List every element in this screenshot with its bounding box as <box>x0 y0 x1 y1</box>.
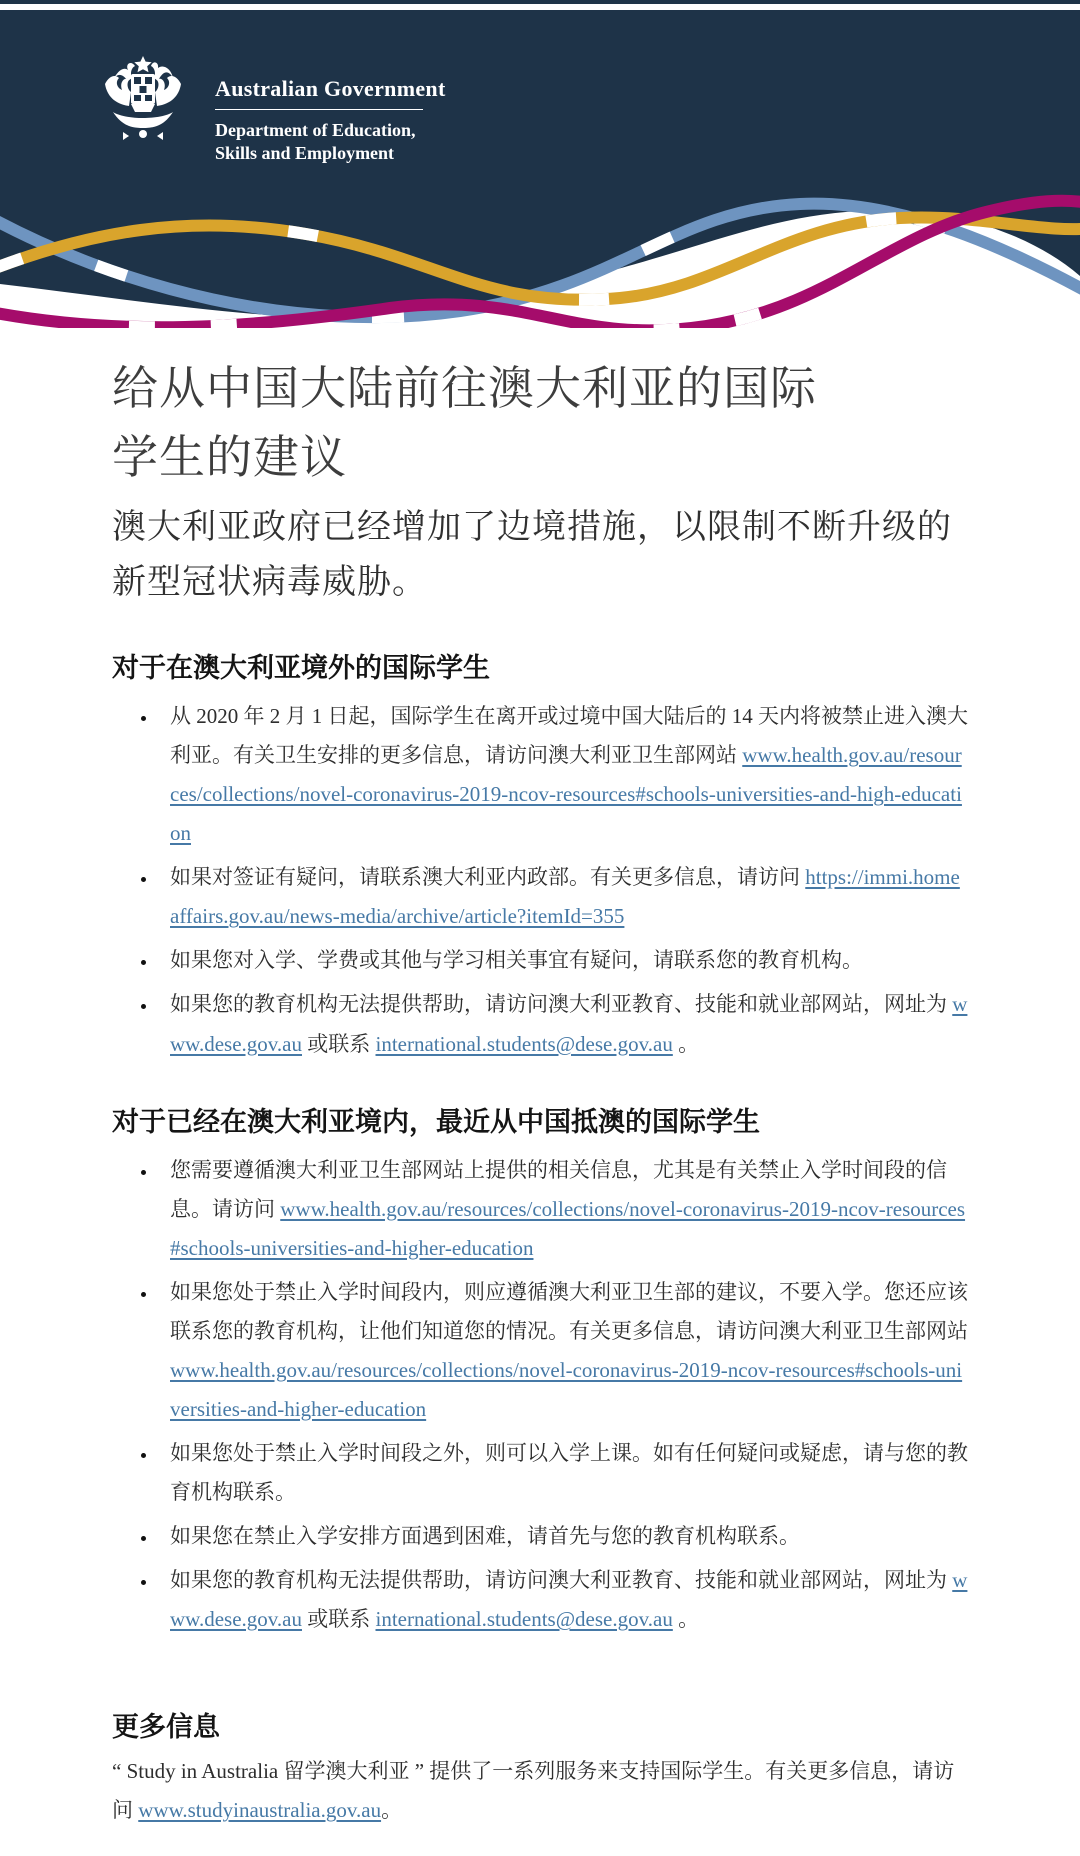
page-title <box>112 354 968 492</box>
page-title-line1: 给从中国大陆前往澳大利亚的国际 <box>112 363 817 414</box>
more-info-heading: 更多信息 <box>112 1712 220 1743</box>
sections <box>112 646 968 1639</box>
text-run: 。 <box>672 1031 700 1056</box>
hyperlink[interactable]: www.health.gov.au/resources/collections/novel-coronavirus-2019-ncov-resources#schools-universities-and-high-education <box>170 743 962 846</box>
hyperlink[interactable]: international.students@dese.gov.au <box>375 1607 673 1632</box>
hyperlink[interactable]: www.health.gov.au/resources/collections/novel-coronavirus-2019-ncov-resources#schools-universities-and-higher-education <box>170 1357 963 1421</box>
section-heading: 对于在澳大利亚境外的国际学生 <box>112 653 490 684</box>
government-title: Australian Government <box>215 76 446 101</box>
text-run: 如果您的教育机构无法提供帮助，请访问澳大利亚教育、技能和就业部网站，网址为 <box>170 992 953 1017</box>
text-run: 您需要遵循澳大利亚卫生部网站上提供的相关信息，尤其是有关禁止入学时间段的信息。请访问 <box>170 1157 947 1221</box>
more-info-text <box>112 1752 968 1856</box>
text-run: 或联系 <box>302 1031 376 1056</box>
text-run: 或联系 <box>302 1607 376 1632</box>
text-run: 如果您的教育机构无法提供帮助，请访问澳大利亚教育、技能和就业部网站，网址为 <box>170 1568 953 1593</box>
bullet-item <box>158 858 968 936</box>
hyperlink[interactable]: www.studyinaustralia.gov.au <box>138 1798 382 1823</box>
text-run: 如果您处于禁止入学时间段之外，则可以入学上课。如有任何疑问或疑虑，请与您的教育机构联系。 <box>170 1440 968 1504</box>
text-run: 如果对签证有疑问，请联系澳大利亚内政部。有关更多信息，请访问 <box>170 865 806 890</box>
text-run: 如果您对入学、学费或其他与学习相关事宜有疑问，请联系您的教育机构。 <box>170 948 863 973</box>
hyperlink[interactable]: www.health.gov.au/resources/collections/novel-coronavirus-2019-ncov-resources#schools-universities-and-higher-education <box>170 1196 966 1260</box>
header-rule <box>215 109 423 110</box>
department-line2: Skills and Employment <box>215 142 395 163</box>
bullet-item <box>158 697 968 853</box>
hyperlink[interactable]: https://immi.homeaffairs.gov.au/news-media/archive/article?itemId=355 <box>170 865 960 929</box>
header-text-block <box>215 54 446 164</box>
bullet-list <box>112 1151 968 1640</box>
content-section <box>112 1100 968 1640</box>
text-run: “ Study in Australia 留学澳大利亚 ” 提供了一系列服务来支持国际学生。有关更多信息，请访问 <box>112 1759 955 1823</box>
bullet-item <box>158 1561 968 1639</box>
department-line1: Department of Education, <box>215 120 416 140</box>
document-body <box>0 354 1080 1856</box>
page-title-line2: 学生的建议 <box>112 432 347 483</box>
hyperlink[interactable]: www.dese.gov.au <box>170 992 968 1056</box>
bullet-item <box>158 1517 968 1556</box>
bullet-item <box>158 1434 968 1512</box>
bullet-item <box>158 1273 968 1429</box>
government-header <box>0 10 1080 328</box>
header-logo-block <box>0 10 1080 178</box>
bullet-item <box>158 985 968 1063</box>
bullet-item <box>158 1151 968 1268</box>
hyperlink[interactable]: www.dese.gov.au <box>170 1568 968 1632</box>
text-run: 如果您在禁止入学安排方面遇到困难，请首先与您的教育机构联系。 <box>170 1524 800 1548</box>
intro-paragraph: 澳大利亚政府已经增加了边境措施，以限制不断升级的新型冠状病毒威胁。 <box>112 509 952 602</box>
content-section <box>112 646 968 1063</box>
coat-of-arms-logo <box>95 54 191 161</box>
bullet-list <box>112 697 968 1063</box>
text-run: 。 <box>672 1607 700 1632</box>
text-run: 从 2020 年 2 月 1 日起，国际学生在离开或过境中国大陆后的 14 天内将被禁止进入澳大利亚。有关卫生安排的更多信息，请访问澳大利亚卫生部网站 <box>170 704 968 768</box>
hyperlink[interactable]: international.students@dese.gov.au <box>375 1031 673 1056</box>
bullet-item <box>158 941 968 980</box>
text-run: 如果您处于禁止入学时间段内，则应遵循澳大利亚卫生部的建议，不要入学。您还应该联系您的教育机构，让他们知道您的情况。有关更多信息，请访问澳大利亚卫生部网站 <box>170 1279 968 1343</box>
section-heading: 对于已经在澳大利亚境内，最近从中国抵澳的国际学生 <box>112 1106 760 1137</box>
text-run: 。 <box>381 1798 403 1823</box>
decorative-ribbon-waves <box>0 178 1080 328</box>
